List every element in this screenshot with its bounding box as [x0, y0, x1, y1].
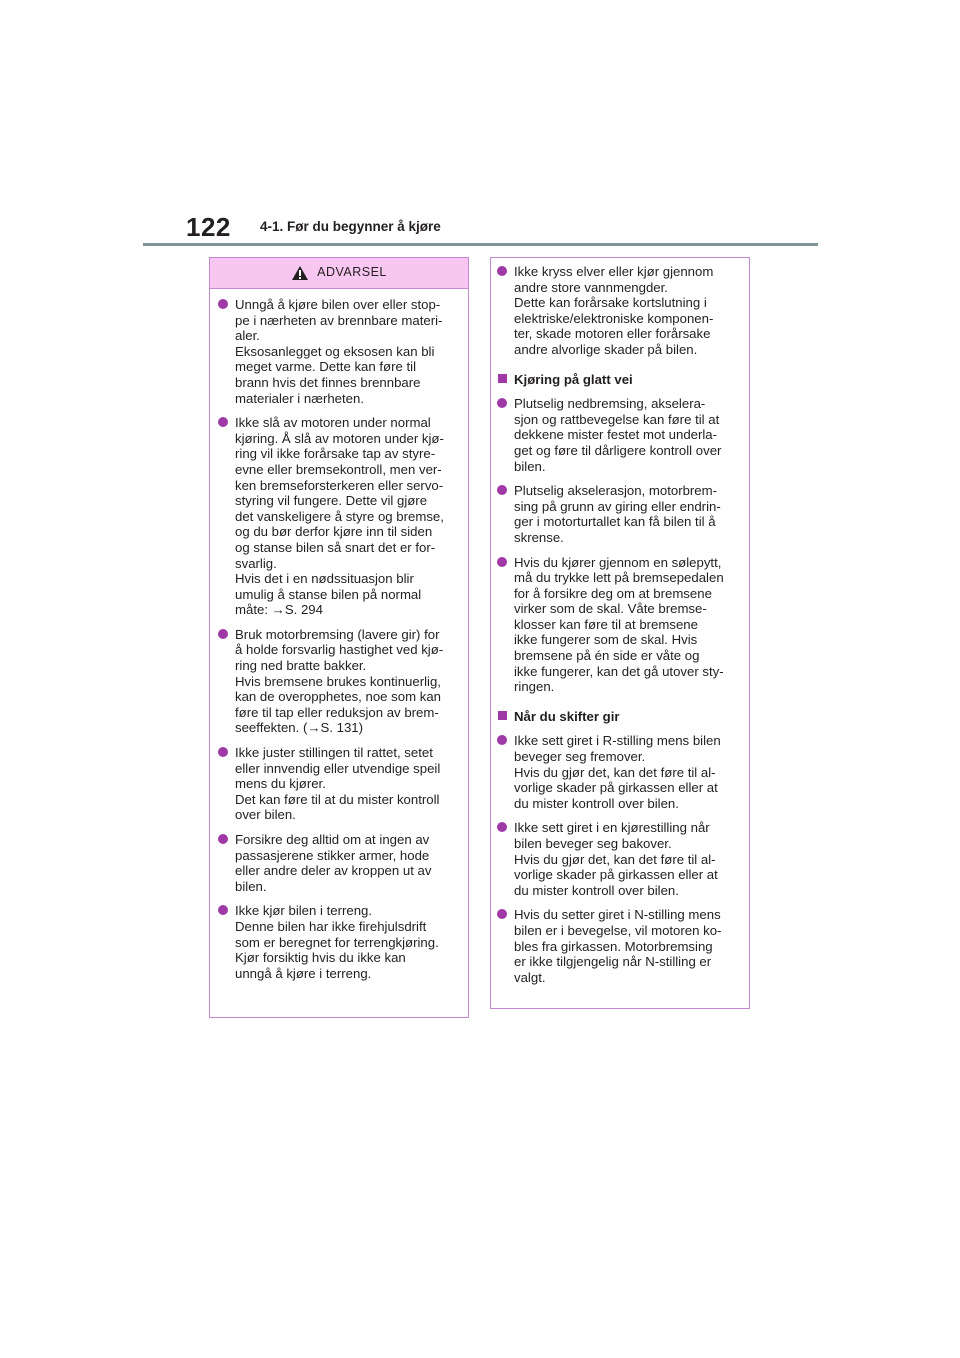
- bullet-icon: [218, 629, 228, 639]
- item-line: for å forsikre deg om at bremsene: [514, 585, 712, 601]
- warning-title: ADVARSEL: [317, 265, 387, 280]
- list-item: [497, 820, 741, 898]
- item-line: elektriske/elektroniske komponen-: [514, 310, 714, 326]
- bullet-icon: [218, 747, 228, 757]
- item-line: ring ned bratte bakker.: [235, 658, 367, 674]
- item-line: meget varme. Dette kan føre til: [235, 359, 417, 375]
- section-heading: [497, 372, 741, 388]
- item-line: sjon og rattbevegelse kan føre til at: [514, 411, 720, 427]
- item-line: klosser kan føre til at bremsene: [514, 616, 698, 632]
- item-line: Hvis bremsene brukes kontinuerlig,: [235, 673, 441, 689]
- item-line: Ikke slå av motoren under normal: [235, 415, 431, 431]
- item-line: svarlig.: [235, 555, 277, 571]
- item-line: ter, skade motoren eller forårsake: [514, 326, 711, 342]
- item-line: beveger seg fremover.: [514, 749, 646, 765]
- list-item: [497, 907, 741, 985]
- item-line: bilen.: [514, 458, 546, 474]
- square-bullet-icon: [498, 711, 507, 720]
- bullet-icon: [218, 299, 228, 309]
- item-line: ikke fungerer, kan det gå utover sty-: [514, 663, 724, 679]
- item-line: ikke fungerer som de skal. Hvis: [514, 632, 698, 648]
- list-item: [218, 297, 458, 406]
- item-line: må du trykke lett på bremsepedalen: [514, 570, 724, 586]
- bullet-icon: [497, 266, 507, 276]
- item-line: som er beregnet for terrengkjøring.: [235, 934, 439, 950]
- item-line: dekkene mister festet mot underla-: [514, 427, 718, 443]
- item-line: bilen er i bevegelse, vil motoren ko-: [514, 922, 722, 938]
- item-line: Denne bilen har ikke firehjulsdrift: [235, 918, 427, 934]
- item-line: andre store vannmengder.: [514, 279, 668, 295]
- item-line: bilen.: [235, 878, 267, 894]
- item-line: Unngå å kjøre bilen over eller stop-: [235, 297, 441, 312]
- bullet-icon: [497, 909, 507, 919]
- square-bullet-icon: [498, 374, 507, 383]
- bullet-icon: [497, 398, 507, 408]
- item-line: Ikke sett giret i R-stilling mens bilen: [514, 733, 721, 749]
- list-item: [218, 832, 458, 894]
- warning-box: [209, 257, 469, 1018]
- item-line: Kjør forsiktig hvis du ikke kan: [235, 950, 406, 966]
- item-line: Hvis du setter giret i N-stilling mens: [514, 907, 721, 923]
- item-line: sing på grunn av giring eller endrin-: [514, 498, 721, 514]
- item-line: bremsene på én side er våte og: [514, 648, 700, 664]
- item-line: unngå å kjøre i terreng.: [235, 965, 372, 981]
- item-line: måte: →S. 294: [235, 602, 323, 618]
- list-item: [497, 555, 741, 695]
- item-line: bilen beveger seg bakover.: [514, 836, 672, 851]
- list-item: [218, 903, 458, 981]
- header-rule: [143, 243, 818, 246]
- item-line: pe i nærheten av brennbare materi-: [235, 312, 443, 328]
- item-line: Ikke kryss elver eller kjør gjennom: [514, 264, 714, 279]
- item-line: og stanse bilen så snart det er for-: [235, 539, 436, 555]
- item-line: Hvis du gjør det, kan det føre til al-: [514, 764, 716, 780]
- item-line: Bruk motorbremsing (lavere gir) for: [235, 626, 440, 642]
- item-line: vorlige skader på girkassen eller at: [514, 867, 718, 883]
- item-line: virker som de skal. Våte bremse-: [514, 601, 707, 617]
- item-line: Ikke sett giret i en kjørestilling når: [514, 820, 710, 836]
- item-line: over bilen.: [235, 807, 296, 823]
- bullet-icon: [218, 417, 228, 427]
- item-line: eller andre deler av kroppen ut av: [235, 863, 432, 879]
- section-heading-text: Når du skifter gir: [514, 708, 620, 724]
- item-line: Ikke kjør bilen i terreng.: [235, 903, 373, 919]
- item-line: kan de overopphetes, noe som kan: [235, 689, 442, 705]
- warning-body: [210, 289, 468, 981]
- item-line: mens du kjører.: [235, 776, 326, 792]
- item-line: du mister kontroll over bilen.: [514, 795, 679, 811]
- right-column-box: [490, 257, 750, 1009]
- item-line: seeffekten. (→S. 131): [235, 720, 364, 736]
- item-line: evne eller bremsekontroll, men ver-: [235, 461, 442, 477]
- warning-triangle-icon: [291, 265, 309, 281]
- item-line: materialer i nærheten.: [235, 390, 365, 406]
- page-number: 122: [186, 212, 231, 242]
- item-line: bles fra girkassen. Motorbremsing: [514, 938, 713, 954]
- section-heading-text: Kjøring på glatt vei: [514, 371, 633, 387]
- item-line: valgt.: [514, 969, 546, 985]
- bullet-icon: [497, 735, 507, 745]
- section-heading: [497, 709, 741, 725]
- item-line: kjøring. Å slå av motoren under kjø-: [235, 430, 444, 446]
- item-line: passasjerene stikker armer, hode: [235, 847, 430, 863]
- item-line: ger i motorturtallet kan få bilen til å: [514, 514, 716, 530]
- section-title: 4-1. Før du begynner å kjøre: [260, 219, 441, 234]
- list-item: [218, 415, 458, 618]
- item-line: Hvis du kjører gjennom en sølepytt,: [514, 554, 722, 570]
- list-item: [497, 264, 741, 358]
- item-line: umulig å stanse bilen på normal: [235, 586, 422, 602]
- item-line: Hvis det i en nødssituasjon blir: [235, 571, 414, 587]
- item-line: Ikke juster stillingen til rattet, setet: [235, 745, 433, 761]
- item-line: Hvis du gjør det, kan det føre til al-: [514, 851, 716, 867]
- item-line: ringen.: [514, 679, 555, 695]
- bullet-icon: [497, 822, 507, 832]
- item-line: get og føre til dårligere kontroll over: [514, 442, 722, 458]
- item-line: brann hvis det finnes brennbare: [235, 374, 421, 390]
- bullet-icon: [218, 834, 228, 844]
- list-item: [218, 627, 458, 736]
- item-line: skrense.: [514, 529, 564, 545]
- bullet-icon: [218, 905, 228, 915]
- warning-header: [210, 258, 468, 289]
- list-item: [497, 733, 741, 811]
- list-item: [497, 483, 741, 545]
- item-line: du mister kontroll over bilen.: [514, 882, 679, 898]
- item-line: er ikke tilgjengelig når N-stilling er: [514, 954, 712, 970]
- item-line: Dette kan forårsake kortslutning i: [514, 295, 707, 311]
- item-line: Eksosanlegget og eksosen kan bli: [235, 343, 435, 359]
- bullet-icon: [497, 557, 507, 567]
- item-line: styring vil fungere. Dette vil gjøre: [235, 493, 428, 509]
- list-item: [218, 745, 458, 823]
- item-line: det vanskeligere å styre og bremse,: [235, 508, 444, 524]
- item-line: føre til tap eller reduksjon av brem-: [235, 704, 439, 720]
- list-item: [497, 396, 741, 474]
- item-line: ken bremseforsterkeren eller servo-: [235, 477, 444, 493]
- item-line: andre alvorlige skader på bilen.: [514, 341, 698, 357]
- item-line: og du bør derfor kjøre inn til siden: [235, 524, 433, 540]
- bullet-icon: [497, 485, 507, 495]
- item-line: Plutselig nedbremsing, akselera-: [514, 396, 706, 412]
- item-line: å holde forsvarlig hastighet ved kjø-: [235, 642, 444, 658]
- item-line: Det kan føre til at du mister kontroll: [235, 791, 440, 807]
- item-line: eller innvendig eller utvendige speil: [235, 760, 441, 776]
- item-line: vorlige skader på girkassen eller at: [514, 780, 718, 796]
- item-line: Forsikre deg alltid om at ingen av: [235, 832, 430, 847]
- item-line: Plutselig akselerasjon, motorbrem-: [514, 483, 718, 499]
- item-line: aler.: [235, 328, 260, 344]
- item-line: ring vil ikke forårsake tap av styre-: [235, 446, 436, 462]
